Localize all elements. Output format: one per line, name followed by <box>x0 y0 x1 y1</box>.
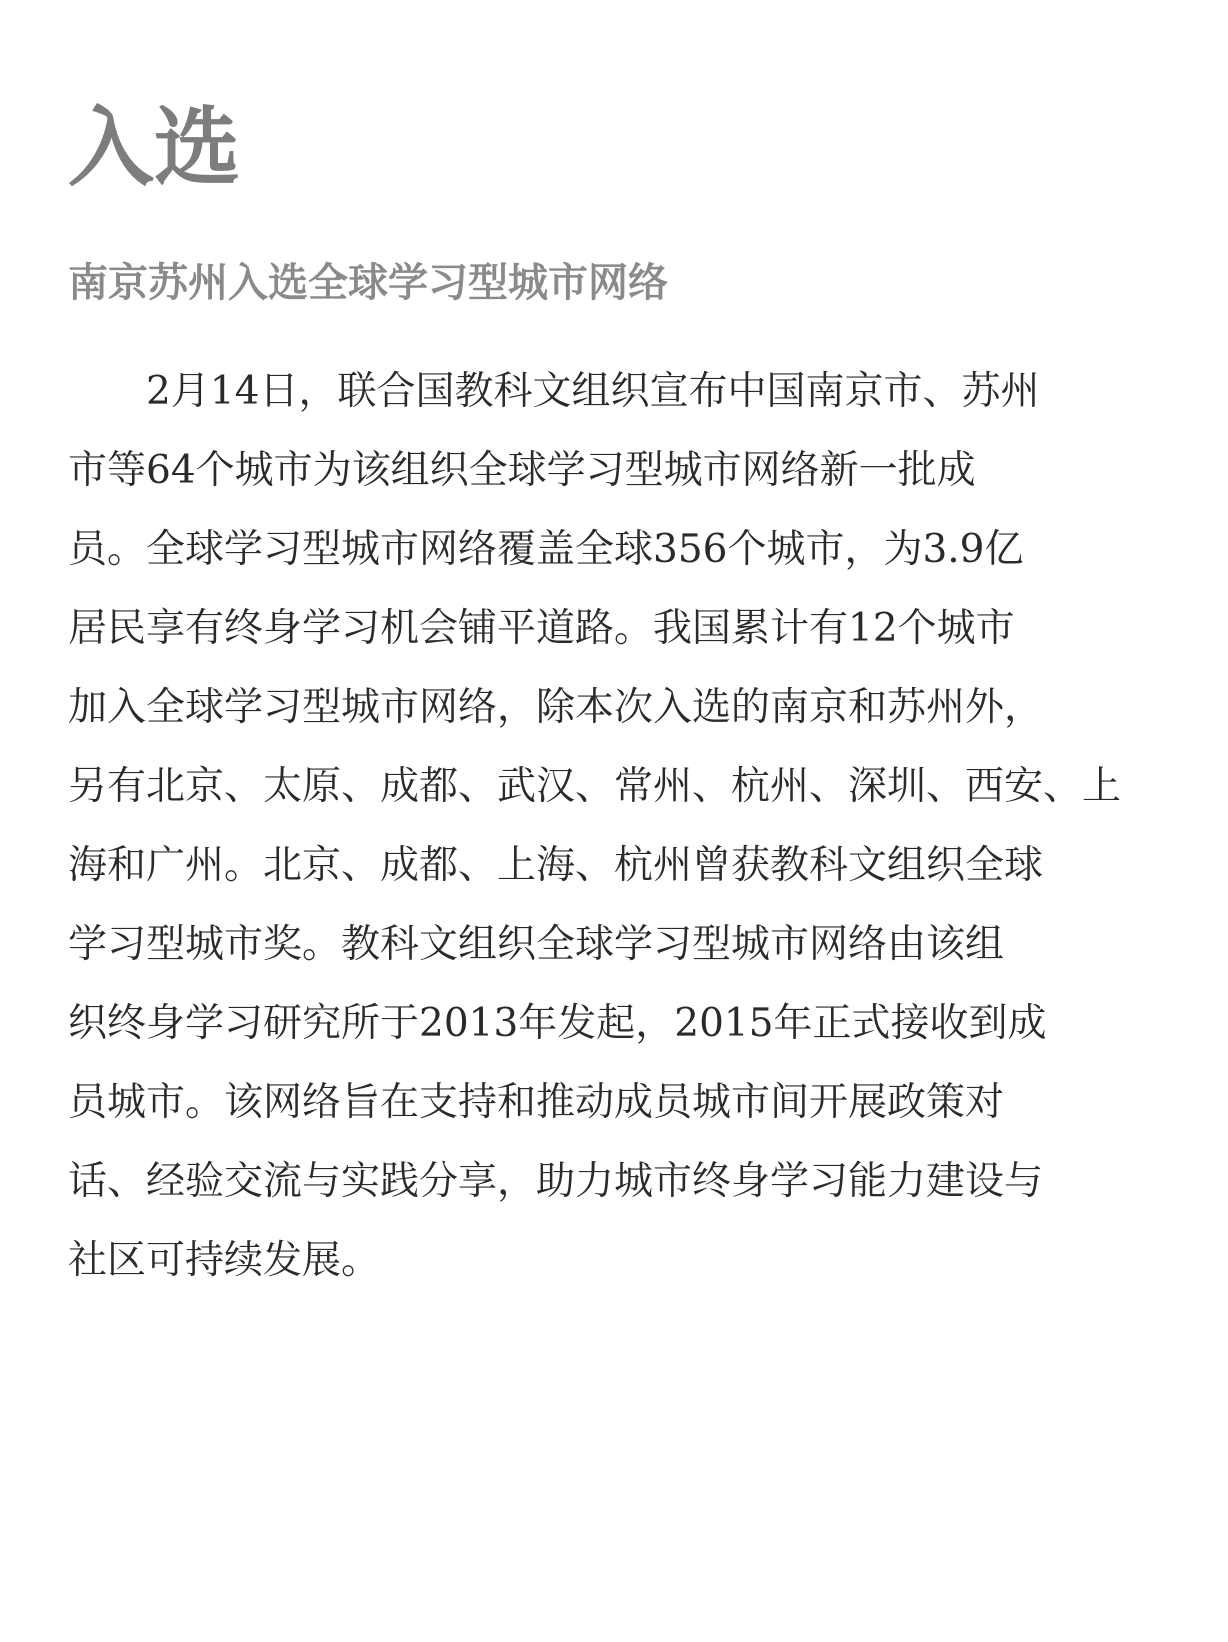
article-line: 员。全球学习型城市网络覆盖全球356个城市，为3.9亿 <box>68 527 1024 572</box>
article-line: 社区可持续发展。 <box>68 1238 381 1283</box>
article-line: 加入全球学习型城市网络，除本次入选的南京和苏州外， <box>68 685 1044 730</box>
section-title: 入选 <box>68 98 240 198</box>
article-line: 海和广州。北京、成都、上海、杭州曾获教科文组织全球 <box>68 843 1044 888</box>
article-line: 市等64个城市为该组织全球学习型城市网络新一批成 <box>68 448 976 493</box>
article-line: 另有北京、太原、成都、武汉、常州、杭州、深圳、西安、上 <box>68 764 1122 809</box>
article-line: 织终身学习研究所于2013年发起，2015年正式接收到成 <box>68 1001 1047 1046</box>
article-line: 居民享有终身学习机会铺平道路。我国累计有12个城市 <box>68 606 1015 651</box>
article-body <box>68 352 1121 1300</box>
article-line: 学习型城市奖。教科文组织全球学习型城市网络由该组 <box>68 922 1005 967</box>
article-title: 南京苏州入选全球学习型城市网络 <box>68 260 668 306</box>
article-line: 话、经验交流与实践分享，助力城市终身学习能力建设与 <box>68 1159 1044 1204</box>
article-line: 2月14日，联合国教科文组织宣布中国南京市、苏州 <box>146 369 1040 414</box>
article-line: 员城市。该网络旨在支持和推动成员城市间开展政策对 <box>68 1080 1005 1125</box>
